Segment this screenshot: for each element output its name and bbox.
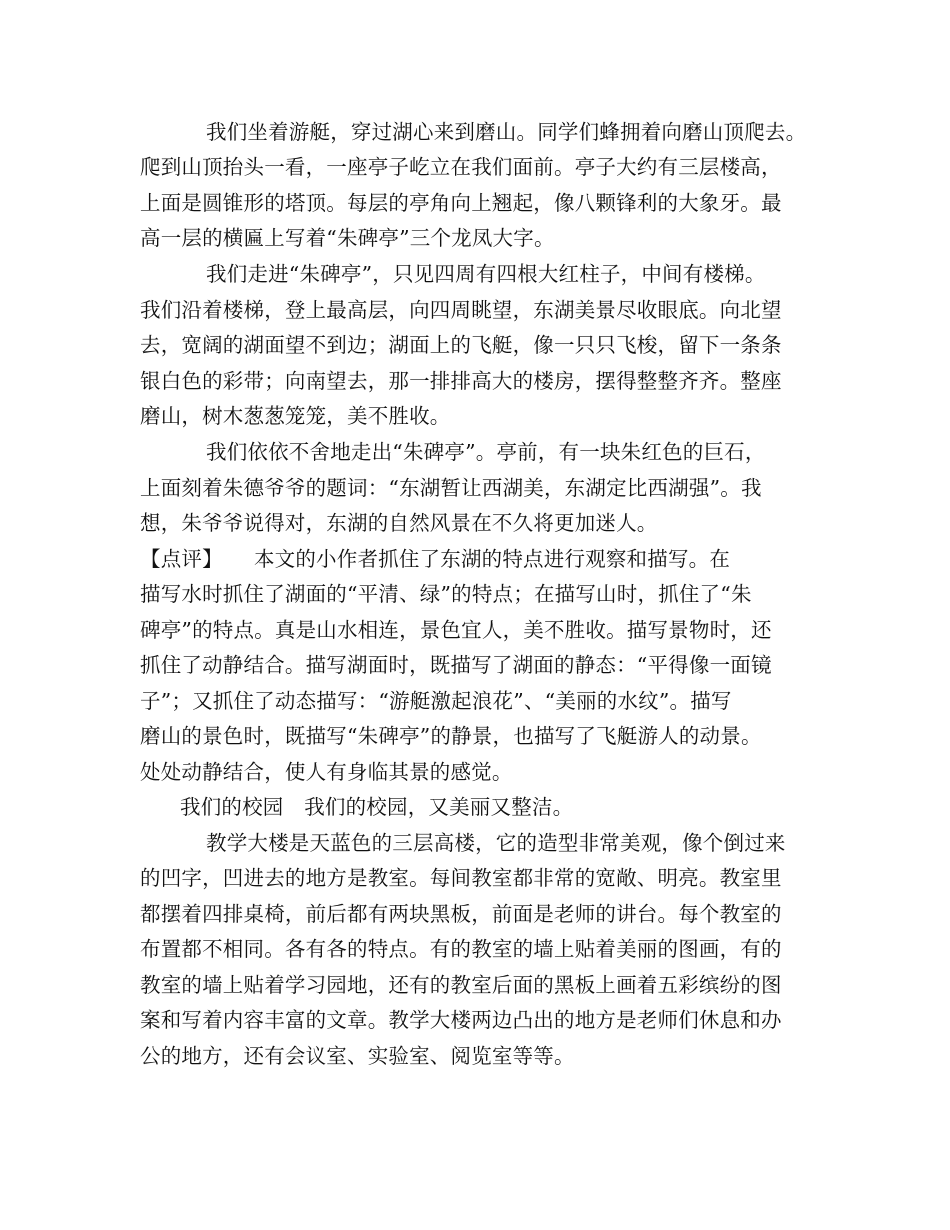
text-line: 我们沿着楼梯，登上最高层，向四周眺望，东湖美景尽收眼底。向北望 [140,298,782,322]
text-line: 去，宽阔的湖面望不到边；湖面上的飞艇，像一只只飞梭，留下一条条 [140,333,782,357]
text-line: 都摆着四排桌椅，前后都有两块黑板，前面是老师的讲台。每个教室的 [140,902,782,926]
text-line: 爬到山顶抬头一看，一座亭子屹立在我们面前。亭子大约有三层楼高， [140,155,782,179]
text-line: 描写水时抓住了湖面的“平清、绿”的特点；在描写山时，抓住了“朱 [140,582,752,606]
text-line: 公的地方，还有会议室、实验室、阅览室等等。 [140,1044,575,1068]
text-line: 想，朱爷爷说得对，东湖的自然风景在不久将更加迷人。 [140,511,658,535]
text-line: 高一层的横匾上写着“朱碑亭”三个龙凤大字。 [140,226,555,250]
comment-heading-line: 【点评】 本文的小作者抓住了东湖的特点进行观察和描写。在 [140,547,731,571]
section-title-line: 我们的校园 我们的校园，又美丽又整洁。 [180,795,574,819]
text-line: 的凹字，凹进去的地方是教室。每间教室都非常的宽敞、明亮。教室里 [140,866,782,890]
text-line: 磨山的景色时，既描写“朱碑亭”的静景，也描写了飞艇游人的动景。 [140,724,762,748]
text-line: 布置都不相同。各有各的特点。有的教室的墙上贴着美丽的图画，有的 [140,937,782,961]
text-line: 上面是圆锥形的塔顶。每层的亭角向上翘起，像八颗锋利的大象牙。最 [140,191,782,215]
text-line: 上面刻着朱德爷爷的题词：“东湖暂让西湖美，东湖定比西湖强”。我 [140,476,762,500]
text-line: 碑亭”的特点。真是山水相连，景色宜人，美不胜收。描写景物时，还 [140,618,772,642]
text-line: 我们依依不舍地走出“朱碑亭”。亭前，有一块朱红色的巨石， [206,440,766,464]
text-line: 我们坐着游艇，穿过湖心来到磨山。同学们蜂拥着向磨山顶爬去。 [206,120,807,144]
text-line: 案和写着内容丰富的文章。教学大楼两边凸出的地方是老师们休息和办 [140,1008,782,1032]
text-line: 教学大楼是天蓝色的三层高楼，它的造型非常美观，像个倒过来 [206,831,786,855]
text-line: 我们走进“朱碑亭”，只见四周有四根大红柱子，中间有楼梯。 [206,262,766,286]
text-line: 教室的墙上贴着学习园地，还有的教室后面的黑板上画着五彩缤纷的图 [140,973,782,997]
text-line: 抓住了动静结合。描写湖面时，既描写了湖面的静态：“平得像一面镜 [140,653,772,677]
text-line: 磨山，树木葱葱笼笼，美不胜收。 [140,404,451,428]
text-line: 处处动静结合，使人有身临其景的感觉。 [140,760,513,784]
text-line: 银白色的彩带；向南望去，那一排排高大的楼房，摆得整整齐齐。整座 [140,369,782,393]
text-line: 子”；又抓住了动态描写：“游艇激起浪花”、“美丽的水纹”。描写 [140,689,732,713]
